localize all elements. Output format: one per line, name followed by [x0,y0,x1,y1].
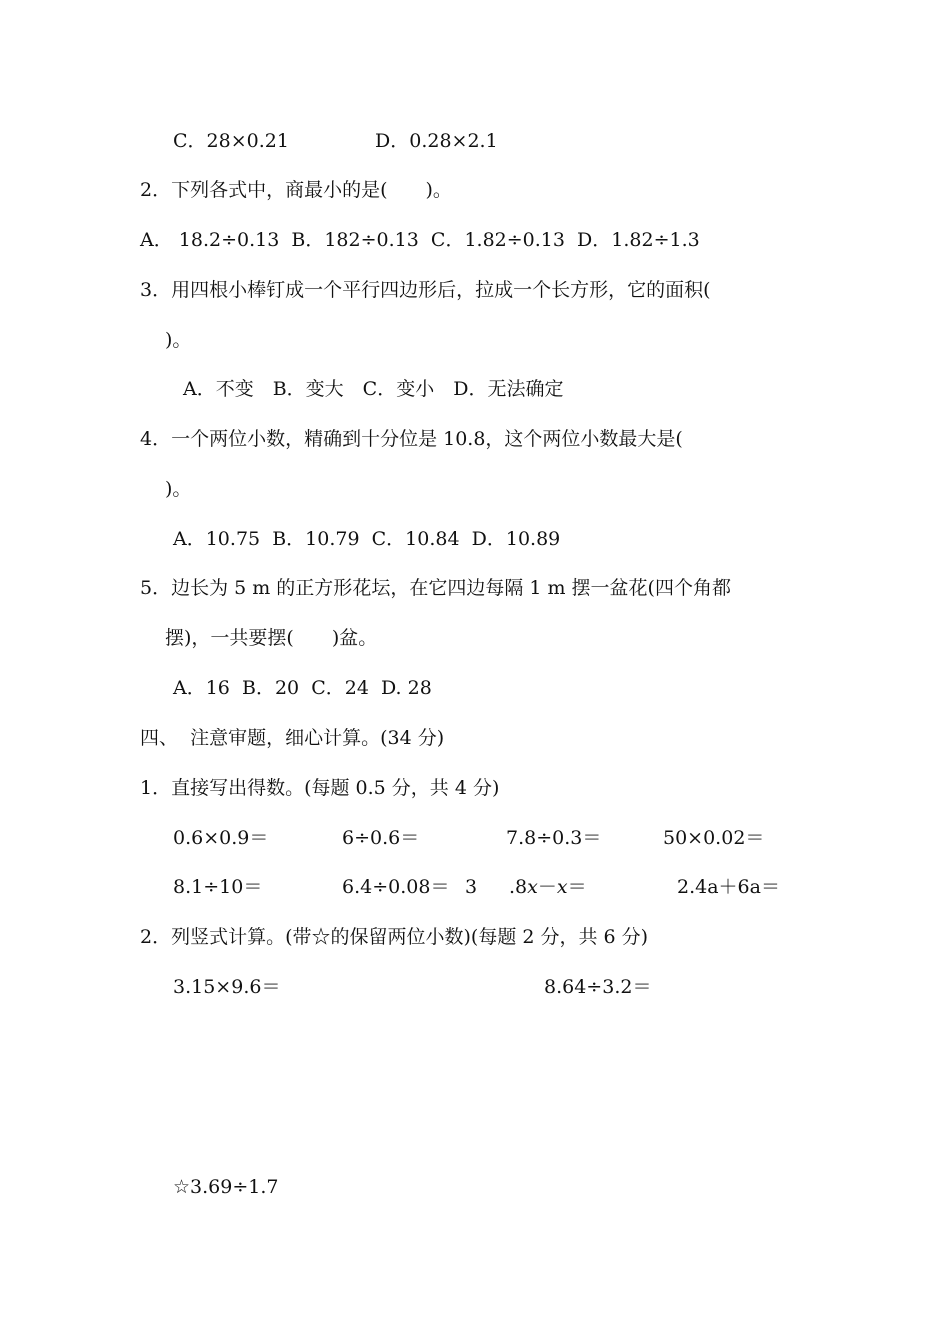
question-4-stem-line1: 4．一个两位小数，精确到十分位是 10.8，这个两位小数最大是( [140,428,683,450]
question-4-stem-line2: )。 [165,478,192,500]
question-5-stem-line2: 摆)，一共要摆( )盆。 [165,627,378,649]
vertical-calc-item: 3.15×9.6＝ [173,976,281,998]
question-4-options: A．10.75 B．10.79 C．10.84 D．10.89 [173,528,561,550]
calc-item: 8.1÷10＝ [173,876,263,898]
option-d: D．0.28×2.1 [375,130,498,152]
s4-question-2-stem: 2．列竖式计算。(带☆的保留两位小数)(每题 2 分，共 6 分) [140,926,649,948]
question-5-stem-line1: 5．边长为 5 m 的正方形花坛，在它四边每隔 1 m 摆一盆花(四个角都 [140,577,731,599]
vertical-calc-item: 8.64÷3.2＝ [544,976,652,998]
question-5-options: A．16 B．20 C．24 D. 28 [173,677,432,699]
calc-item: 6.4÷0.08＝ [342,876,450,898]
calc-item-variable-expression: .8x－x＝ [509,876,587,898]
s4-question-1-stem: 1．直接写出得数。(每题 0.5 分，共 4 分) [140,777,500,799]
question-3-stem-line1: 3．用四根小棒钉成一个平行四边形后，拉成一个长方形，它的面积( [140,279,711,301]
calc-item: 50×0.02＝ [663,827,765,849]
calc-item: 2.4a＋6a＝ [677,876,780,898]
question-2-stem: 2．下列各式中，商最小的是( )。 [140,179,452,201]
vertical-calc-item-starred: ☆3.69÷1.7 [173,1176,279,1198]
calc-item: 7.8÷0.3＝ [506,827,602,849]
question-2-options: A． 18.2÷0.13 B．182÷0.13 C．1.82÷0.13 D．1.82÷1.3 [140,229,700,251]
option-c: C．28×0.21 [173,130,289,152]
calc-item: 6÷0.6＝ [342,827,420,849]
calc-item-fragment: 3 [465,876,478,898]
question-3-stem-line2: )。 [165,329,192,351]
calc-item: 0.6×0.9＝ [173,827,269,849]
question-3-options: A．不变 B．变大 C．变小 D．无法确定 [183,378,564,400]
section-4-title: 四、 注意审题，细心计算。(34 分) [140,727,445,749]
